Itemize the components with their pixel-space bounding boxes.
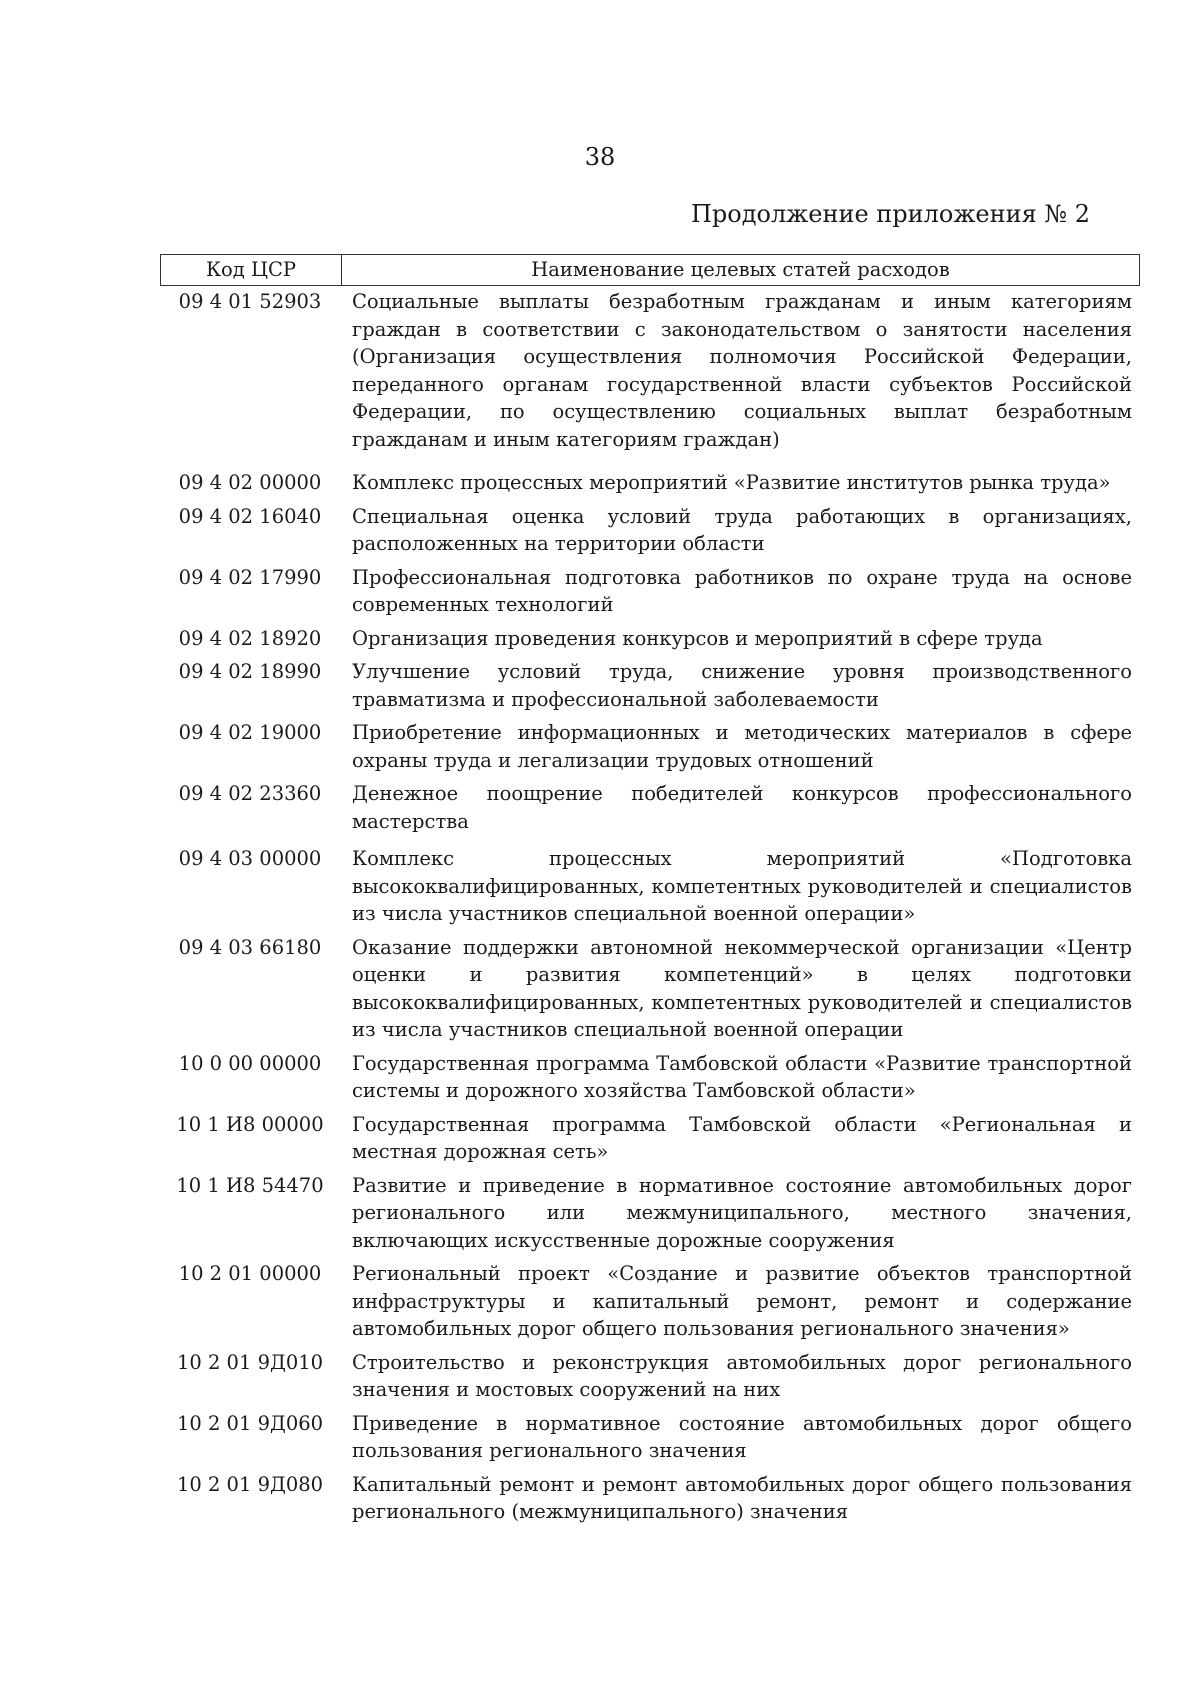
row-name: Государственная программа Тамбовской области «Региональная и местная дорожная сеть» — [352, 1112, 1132, 1163]
row-code: 10 1 И8 54470 — [176, 1173, 324, 1197]
row-name: Региональный проект «Создание и развитие объектов транспортной инфраструктуры и капитальный ремонт, ремонт и содержание автомобильных дорог общего пользования регионального значения» — [352, 1262, 1132, 1340]
row-name: Денежное поощрение победителей конкурсов профессионального мастерства — [352, 782, 1132, 833]
table-row — [160, 843, 1140, 928]
row-code: 09 4 02 18990 — [178, 660, 322, 683]
table-row — [160, 932, 1140, 1044]
table-header — [160, 254, 1140, 286]
row-name: Государственная программа Тамбовской области «Развитие транспортной системы и дорожного хозяйства Тамбовской области» — [352, 1051, 1132, 1102]
table-row — [160, 1170, 1140, 1255]
row-code: 09 4 02 18920 — [178, 626, 322, 650]
table-row — [160, 717, 1140, 774]
table-row — [160, 623, 1140, 653]
table-row — [160, 1469, 1140, 1526]
row-code: 09 4 02 16040 — [178, 504, 322, 528]
row-code: 10 2 01 9Д010 — [176, 1350, 324, 1374]
row-name: Улучшение условий труда, снижение уровня производственного травматизма и профессиональной заболеваемости — [352, 660, 1132, 711]
row-name: Приведение в нормативное состояние автомобильных дорог общего пользования регионального значения — [352, 1411, 1132, 1462]
appendix-title: Продолжение приложения № 2 — [690, 200, 1090, 228]
row-code: 09 4 02 17990 — [178, 565, 322, 589]
expense-items-table — [160, 254, 1140, 1526]
table-row — [160, 1347, 1140, 1404]
table-row — [160, 1109, 1140, 1166]
row-code: 09 4 01 52903 — [178, 290, 322, 313]
table-row — [160, 467, 1140, 497]
table-row — [160, 656, 1140, 713]
row-name: Приобретение информационных и методических материалов в сфере охраны труда и легализации трудовых отношений — [352, 721, 1132, 772]
row-code: 10 2 01 00000 — [178, 1262, 322, 1285]
row-code: 10 1 И8 00000 — [176, 1112, 324, 1136]
row-code: 09 4 02 19000 — [178, 721, 322, 744]
row-name: Строительство и реконструкция автомобильных дорог регионального значения и мостовых сооружений на них — [352, 1350, 1132, 1401]
table-row — [160, 562, 1140, 619]
header-name: Наименование целевых статей расходов — [531, 258, 950, 281]
row-name: Организация проведения конкурсов и мероприятий в сфере труда — [352, 626, 1043, 650]
row-name: Профессиональная подготовка работников по охране труда на основе современных технологий — [352, 565, 1132, 616]
row-name: Комплекс процессных мероприятий «Подготовка высококвалифицированных, компетентных руководителей и специалистов из числа участников специальной военной операции» — [352, 847, 1132, 925]
table-row — [160, 1408, 1140, 1465]
row-code: 09 4 02 00000 — [178, 471, 322, 494]
header-code: Код ЦСР — [161, 255, 342, 285]
row-name: Социальные выплаты безработным гражданам и иным категориям граждан в соответствии с законодательством о занятости населения (Организация осуществления полномочия Российской Федерации, переданного органам государственной власти субъектов Российской Федерации, по осуществлению социальных выплат безработным гражданам и иным категориям граждан) — [352, 290, 1132, 451]
page-number: 38 — [584, 143, 616, 171]
table-row — [160, 501, 1140, 558]
row-name: Комплекс процессных мероприятий «Развитие институтов рынка труда» — [352, 471, 1111, 494]
row-code: 10 2 01 9Д060 — [176, 1411, 324, 1435]
row-name: Капитальный ремонт и ремонт автомобильных дорог общего пользования регионального (межмуниципального) значения — [352, 1472, 1132, 1523]
row-name: Развитие и приведение в нормативное состояние автомобильных дорог регионального или межмуниципального, местного значения, включающих искусственные дорожные сооружения — [352, 1173, 1132, 1252]
row-code: 09 4 03 66180 — [178, 935, 322, 959]
row-code: 09 4 03 00000 — [178, 847, 322, 870]
table-row — [160, 286, 1140, 453]
table-body — [160, 286, 1140, 1526]
row-name: Оказание поддержки автономной некоммерческой организации «Центр оценки и развития компетенций» в целях подготовки высококвалифицированных, компетентных руководителей и специалистов из числа участников специальной военной операции — [352, 935, 1132, 1041]
table-row — [160, 778, 1140, 835]
row-code: 10 2 01 9Д080 — [176, 1472, 324, 1496]
table-row — [160, 1258, 1140, 1343]
table-row — [160, 1048, 1140, 1105]
row-code: 09 4 02 23360 — [178, 782, 322, 805]
row-code: 10 0 00 00000 — [178, 1051, 322, 1075]
row-name: Специальная оценка условий труда работающих в организациях, расположенных на территории области — [352, 504, 1132, 555]
